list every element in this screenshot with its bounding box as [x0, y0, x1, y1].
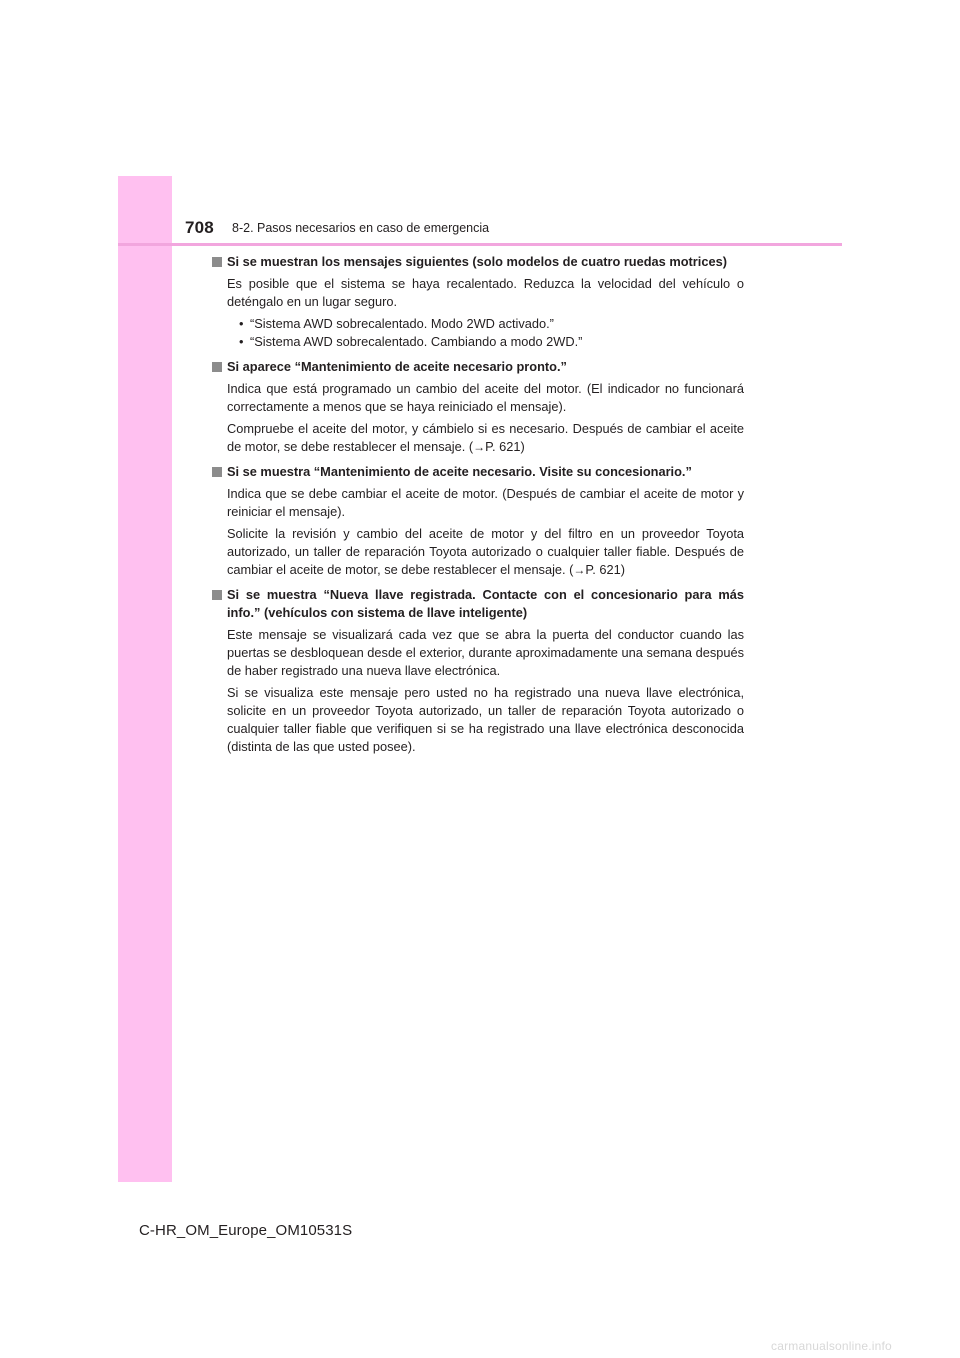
- square-bullet-icon: [212, 467, 222, 477]
- bullet-dot: •: [239, 316, 244, 331]
- paragraph: [227, 420, 744, 456]
- list-item-text: “Sistema AWD sobrecalentado. Modo 2WD activado.”: [250, 316, 554, 331]
- message-block-oil-soon: [212, 358, 744, 456]
- bullet-list: [227, 315, 744, 351]
- page-reference: P. 621): [485, 439, 525, 454]
- message-block-new-key: [212, 586, 744, 756]
- message-block-awd: [212, 253, 744, 351]
- list-item-text: “Sistema AWD sobrecalentado. Cambiando a modo 2WD.”: [250, 334, 583, 349]
- block-heading: Si se muestra “Nueva llave registrada. Contacte con el concesionario para más info.” (vehículos con sistema de llave inteligente): [227, 587, 744, 620]
- page-content: [212, 253, 744, 756]
- paragraph: Si se visualiza este mensaje pero usted no ha registrado una nueva llave electrónica, solicite en un proveedor Toyota autorizado, un taller de reparación Toyota autorizado o cualquier taller fiable que verifiquen si se ha registrado una llave electrónica desconocida (distinta de las que usted posee).: [227, 685, 744, 754]
- list-item: [239, 315, 744, 333]
- bullet-dot: •: [239, 334, 244, 349]
- paragraph: Este mensaje se visualizará cada vez que se abra la puerta del conductor cuando las puertas se desbloquean desde el exterior, durante aproximadamente una semana después de haber registrado una nueva llave electrónica.: [227, 627, 744, 678]
- square-bullet-icon: [212, 362, 222, 372]
- side-color-band: [118, 176, 172, 1182]
- section-title: 8-2. Pasos necesarios en caso de emergencia: [232, 221, 490, 235]
- paragraph: Indica que se debe cambiar el aceite de motor. (Después de cambiar el aceite de motor y reiniciar el mensaje).: [227, 486, 744, 519]
- square-bullet-icon: [212, 590, 222, 600]
- paragraph: Indica que está programado un cambio del aceite del motor. (El indicador no funcionará correctamente a menos que se haya reiniciado el mensaje).: [227, 381, 744, 414]
- paragraph: Es posible que el sistema se haya recalentado. Reduzca la velocidad del vehículo o deténgalo en un lugar seguro.: [227, 276, 744, 309]
- document-code: C-HR_OM_Europe_OM10531S: [139, 1222, 353, 1239]
- arrow-icon: →: [573, 563, 586, 577]
- block-heading: Si se muestran los mensajes siguientes (solo modelos de cuatro ruedas motrices): [227, 254, 727, 269]
- arrow-icon: →: [473, 440, 486, 454]
- page-reference: P. 621): [585, 562, 626, 577]
- header-rule: [118, 243, 842, 246]
- watermark: carmanualsonline.info: [771, 1339, 892, 1353]
- paragraph: [227, 525, 744, 579]
- message-block-oil-required: [212, 463, 744, 579]
- paragraph-text: Compruebe el aceite del motor, y cámbielo si es necesario. Después de cambiar el aceite de motor, se debe restablecer el mensaje. (: [227, 421, 744, 454]
- block-heading: Si se muestra “Mantenimiento de aceite necesario. Visite su concesionario.”: [227, 464, 692, 479]
- paragraph-text: Solicite la revisión y cambio del aceite de motor y del filtro en un proveedor Toyota autorizado, un taller de reparación Toyota autorizado o cualquier taller fiable. Después de cambiar el aceite de motor, se debe restablecer el mensaje. (: [227, 526, 744, 577]
- list-item: [239, 333, 744, 351]
- block-heading: Si aparece “Mantenimiento de aceite necesario pronto.”: [227, 359, 567, 374]
- page-number: 708: [185, 218, 214, 237]
- square-bullet-icon: [212, 257, 222, 267]
